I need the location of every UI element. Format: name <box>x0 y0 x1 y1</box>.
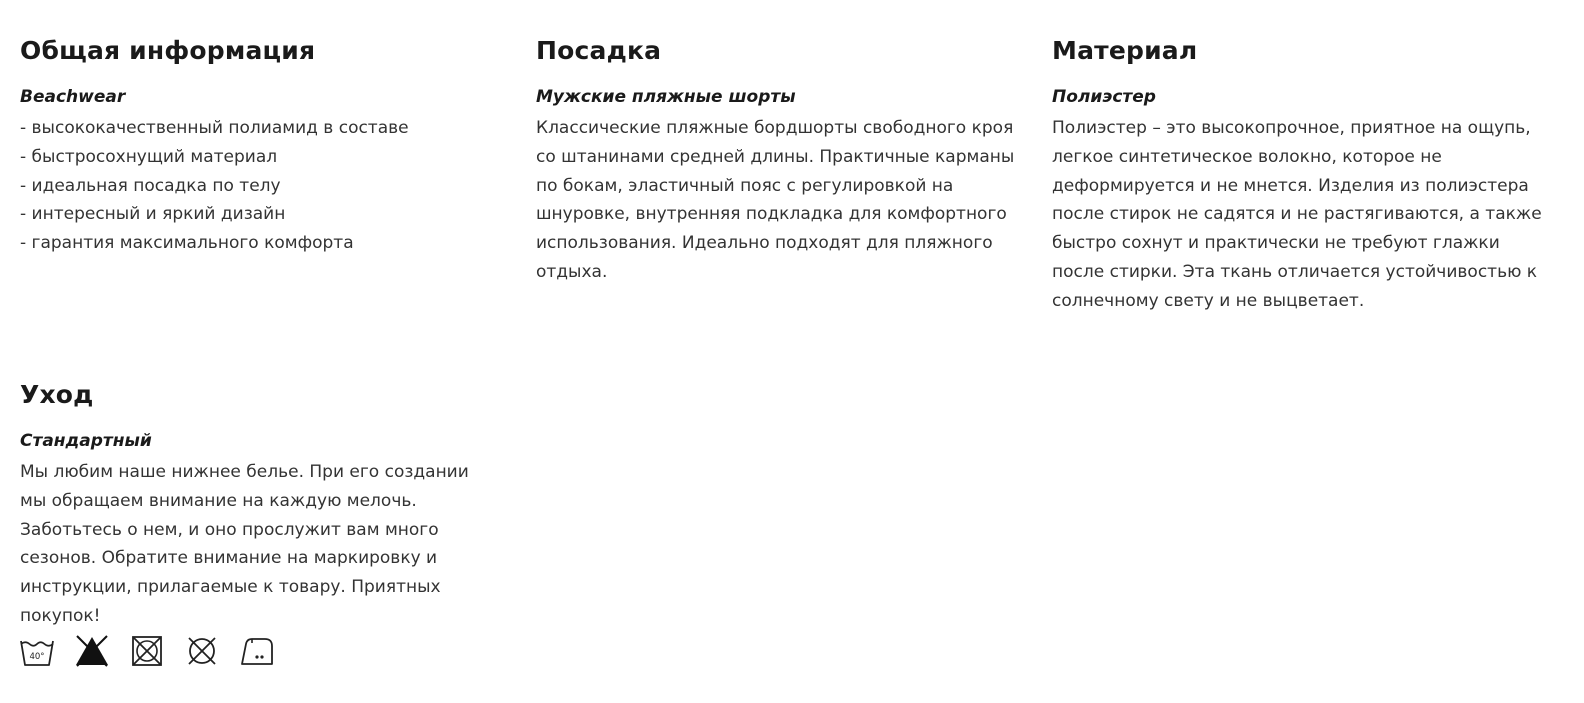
fit-section <box>536 34 1026 287</box>
material-title: Материал <box>1052 36 1198 65</box>
list-item: - идеальная посадка по телу <box>20 175 281 196</box>
fit-subtitle: Мужские пляжные шорты <box>536 87 796 107</box>
fit-title: Посадка <box>536 36 662 65</box>
material-subtitle: Полиэстер <box>1052 87 1156 107</box>
material-section <box>1052 34 1542 316</box>
care-title: Уход <box>20 380 94 409</box>
list-item: - интересный и яркий дизайн <box>20 204 286 225</box>
wash-temperature-label: 40° <box>29 652 45 662</box>
general-info-subtitle: Beachwear <box>20 87 126 107</box>
care-description: Мы любим наше нижнее белье. При его создании мы обращаем внимание на каждую мелочь. Заботьтесь о нем, и оно прослужит вам много сезонов. Обратите внимание на маркировку и инструкции, прилагаемые к товару. Приятных покупок! <box>20 462 469 626</box>
wash-40-icon <box>20 634 54 668</box>
iron-low-icon <box>240 634 274 668</box>
list-item: - быстросохнущий материал <box>20 146 278 167</box>
material-description: Полиэстер – это высокопрочное, приятное на ощупь, легкое синтетическое волокно, которое не деформируется и не мнется. Изделия из полиэстера после стирок не садятся и не растягиваются, а также быстро сохнут и практически не требуют глажки после стирки. Эта ткань отличается устойчивостью к солнечному свету и не выцветает. <box>1052 118 1542 311</box>
care-subtitle: Стандартный <box>20 431 152 451</box>
no-dry-clean-icon <box>185 634 219 668</box>
no-tumble-dry-icon <box>130 634 164 668</box>
general-info-section <box>20 34 510 258</box>
general-info-list <box>20 114 510 258</box>
list-item: - гарантия максимального комфорта <box>20 233 354 254</box>
care-section <box>20 378 490 631</box>
general-info-title: Общая информация <box>20 36 316 65</box>
list-item: - высококачественный полиамид в составе <box>20 118 409 138</box>
no-bleach-icon <box>75 634 109 668</box>
care-icons-row <box>20 634 274 668</box>
fit-description: Классические пляжные бордшорты свободного кроя со штанинами средней длины. Практичные карманы по бокам, эластичный пояс с регулировкой на шнуровке, внутренняя подкладка для комфортного использования. Идеально подходят для пляжного отдыха. <box>536 118 1015 282</box>
